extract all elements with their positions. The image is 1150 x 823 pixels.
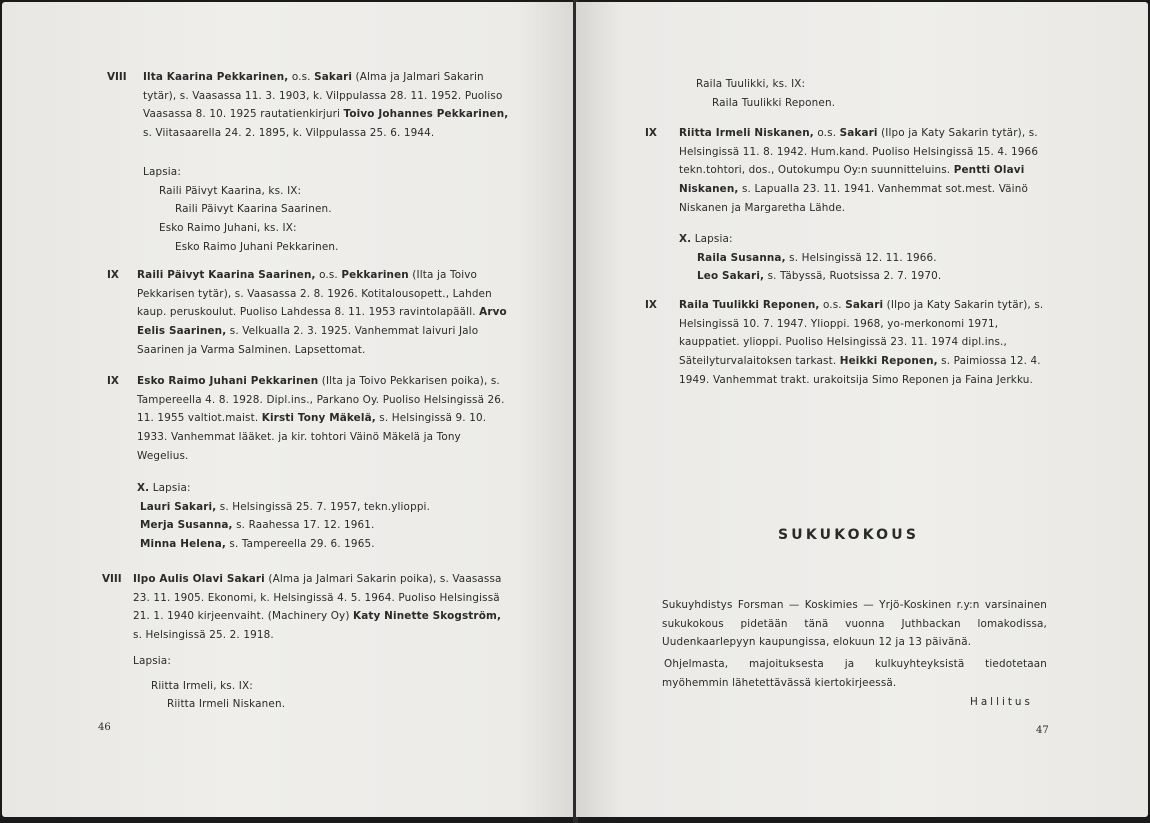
section-heading: SUKUKOKOUS — [778, 527, 920, 543]
children-list — [137, 479, 430, 554]
person-name: Ilpo Aulis Olavi Sakari — [133, 573, 265, 585]
person-name: Riitta Irmeli Niskanen, — [679, 127, 814, 139]
children-label: Lapsia: — [143, 166, 181, 178]
generation-label: VIII — [107, 71, 127, 83]
generation-label: IX — [107, 375, 119, 387]
entry-esko-pekkarinen — [137, 372, 507, 466]
entry-text: s. Lapualla 23. 11. 1941. Vanhemmat sot.mest. Väinö Niskanen ja Margaretha Lähde. — [679, 183, 1028, 214]
child-ref: Esko Raimo Juhani, ks. IX: — [159, 222, 297, 235]
entry-raili-saarinen — [137, 266, 507, 360]
child-details: s. Tampereella 29. 6. 1965. — [225, 538, 375, 551]
generation-label: IX — [645, 127, 657, 139]
generation-label: X. — [679, 233, 692, 245]
children-label: Lapsia: — [691, 233, 733, 245]
child-name: Raila Susanna, — [697, 251, 786, 264]
announcement-paragraph: Sukuyhdistys Forsman — Koskimies — Yrjö-Koskinen r.y:n varsinainen sukukokous pidetään tänä vuonna Juthbackan lomakodissa, Uudenkaarlepyyn kaupungissa, elokuun 12 ja 13 päivänä. — [662, 599, 1047, 649]
child-name: Merja Susanna, — [140, 519, 233, 532]
announcement-paragraph — [662, 655, 1047, 692]
maiden-name: Sakari — [314, 71, 353, 83]
page-number: 47 — [1036, 725, 1049, 736]
child-details: s. Helsingissä 25. 7. 1957, tekn.ylioppi. — [216, 500, 431, 513]
children-list — [133, 652, 285, 714]
maiden-name: Sakari — [845, 299, 884, 311]
right-page — [576, 2, 1148, 817]
person-name: Esko Raimo Juhani Pekkarinen — [137, 375, 319, 387]
child-details: s. Helsingissä 12. 11. 1966. — [785, 251, 937, 264]
child-ref: Riitta Irmeli, ks. IX: — [151, 679, 253, 692]
entry-text: (Alma ja Jalmari Sakarin tytär), s. Vaasassa 11. 3. 1903, k. Vilppulassa 28. 11. 1952. Puoliso Vaasassa 8. 10. 1925 rautatienkirjuri — [143, 71, 503, 121]
spouse-name: Pentti Olavi Niskanen, — [679, 164, 1025, 196]
child-ref-name: Riitta Irmeli Niskanen. — [167, 698, 286, 711]
entry-ilta-pekkarinen — [143, 68, 513, 143]
maiden-name: Pekkarinen — [341, 269, 409, 281]
child-details: s. Täbyssä, Ruotsissa 2. 7. 1970. — [764, 270, 942, 283]
entry-text: o.s. — [288, 71, 315, 83]
entry-text: (Ilta ja Toivo Pekkarisen tytär), s. Vaasassa 2. 8. 1926. Kotitalousopett., Lahden kaup. peruskoulut. Puoliso Lahdessa 8. 11. 1953 ravintolapääll. — [137, 269, 492, 319]
entry-text: s. Helsingissä 9. 10. 1933. Vanhemmat lääket. ja kir. tohtori Väinö Mäkelä ja Tony Wegelius. — [137, 412, 487, 462]
generation-label: VIII — [102, 573, 122, 585]
maiden-name: Sakari — [839, 127, 878, 139]
announcement-text: Ohjelmasta, majoituksesta ja kulkuyhteyksistä tiedotetaan myöhemmin lähetettävässä kiertokirjeessä. — [662, 658, 1047, 689]
child-ref: Raili Päivyt Kaarina, ks. IX: — [159, 184, 302, 197]
entry-riitta-niskanen — [679, 124, 1049, 218]
child-ref-name: Raila Tuulikki Reponen. — [712, 96, 836, 109]
generation-label: X. — [137, 482, 150, 494]
person-name: Raila Tuulikki Reponen, — [679, 299, 820, 311]
page-number: 46 — [98, 722, 111, 733]
spouse-name: Heikki Reponen, — [839, 355, 938, 368]
child-details: s. Raahessa 17. 12. 1961. — [232, 519, 375, 532]
generation-label: IX — [107, 269, 119, 281]
entry-text: s. Viitasaarella 24. 2. 1895, k. Vilppulassa 25. 6. 1944. — [143, 127, 435, 140]
child-ref: Raila Tuulikki, ks. IX: — [696, 78, 806, 90]
entry-text: s. Paimiossa 12. 4. 1949. Vanhemmat trakt. urakoitsija Simo Reponen ja Faina Jerkku. — [679, 355, 1041, 386]
entry-text: (Ilpo ja Katy Sakarin tytär), s. Helsingissä 10. 7. 1947. Ylioppi. 1968, yo-merkonomi 1971, kauppatiet. ylioppi. Puoliso Helsingissä 23. 11. 1974 dipl.ins., Säteilyturvalaitoksen tarkast. — [679, 299, 1044, 368]
entry-text: o.s. — [813, 127, 840, 139]
children-list — [696, 75, 835, 112]
entry-text: (Ilta ja Toivo Pekkarisen poika), s. Tampereella 4. 8. 1928. Dipl.ins., Parkano Oy. Puoliso Helsingissä 26. 11. 1955 valtiot.maist. — [137, 375, 505, 425]
entry-ilpo-sakari — [133, 570, 505, 645]
child-name: Leo Sakari, — [697, 270, 765, 283]
left-page — [2, 2, 575, 817]
spouse-name: Kirsti Tony Mäkelä, — [261, 412, 376, 425]
children-list — [143, 163, 339, 257]
entry-text: (Alma ja Jalmari Sakarin poika), s. Vaasassa 23. 11. 1905. Ekonomi, k. Helsingissä 4. 5. 1964. Puoliso Helsingissä 21. 1. 1940 kirjeenvaiht. (Machinery Oy) — [133, 573, 502, 623]
children-label: Lapsia: — [133, 655, 171, 667]
entry-text: s. Velkualla 2. 3. 1925. Vanhemmat laivuri Jalo Saarinen ja Varma Salminen. Lapsettomat. — [137, 325, 479, 356]
generation-label: IX — [645, 299, 657, 311]
person-name: Ilta Kaarina Pekkarinen, — [143, 71, 289, 83]
entry-raila-reponen — [679, 296, 1049, 390]
spouse-name: Katy Ninette Skogström, — [353, 610, 502, 623]
spouse-name: Toivo Johannes Pekkarinen, — [343, 108, 509, 121]
child-name: Minna Helena, — [140, 538, 226, 551]
child-name: Lauri Sakari, — [140, 500, 217, 513]
entry-text: s. Helsingissä 25. 2. 1918. — [133, 629, 274, 642]
spouse-name: Arvo Eelis Saarinen, — [137, 306, 507, 338]
entry-text: o.s. — [819, 299, 846, 311]
signature: Hallitus — [970, 696, 1033, 708]
children-label: Lapsia: — [149, 482, 191, 494]
children-list — [679, 230, 941, 286]
child-ref-name: Raili Päivyt Kaarina Saarinen. — [175, 203, 332, 216]
person-name: Raili Päivyt Kaarina Saarinen, — [137, 269, 316, 281]
child-ref-name: Esko Raimo Juhani Pekkarinen. — [175, 240, 339, 253]
entry-text: (Ilpo ja Katy Sakarin tytär), s. Helsingissä 11. 8. 1942. Hum.kand. Puoliso Helsingissä 15. 4. 1966 tekn.tohtori, dos., Outokumpu Oy:n suunnitteluins. — [679, 127, 1039, 177]
entry-text: o.s. — [315, 269, 342, 281]
